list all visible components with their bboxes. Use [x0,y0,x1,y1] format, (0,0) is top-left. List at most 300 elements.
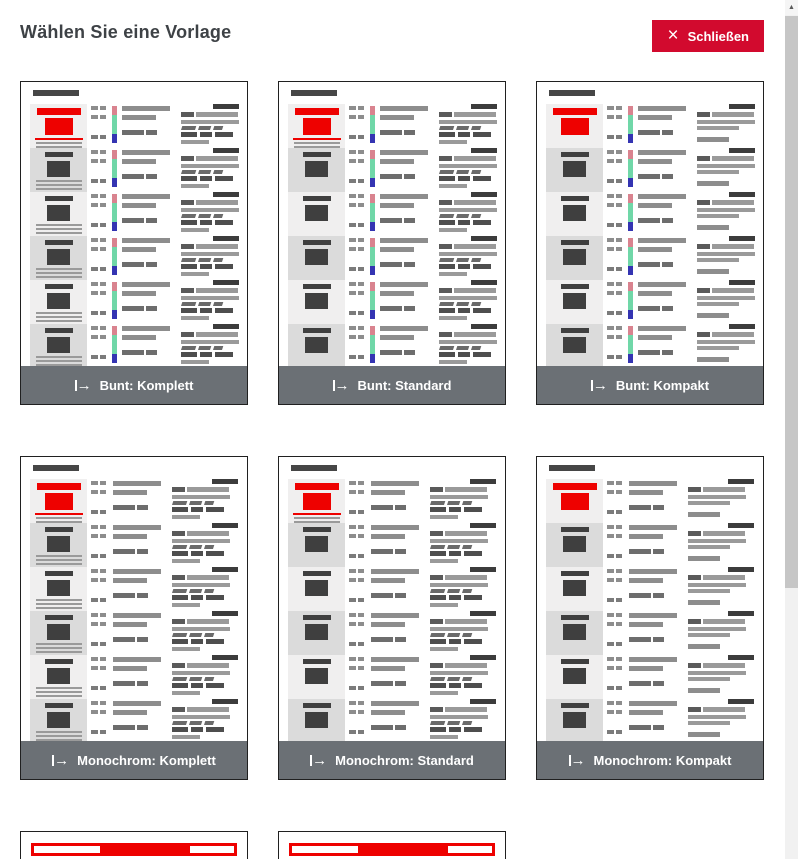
mock-bar [395,725,406,730]
mock-line [688,707,754,712]
mock-bar [629,681,651,686]
mock-time-col [349,701,366,741]
mock-bar [697,340,755,344]
mock-bar [122,218,144,223]
mock-bar [628,222,633,231]
mock-time-dashes [91,311,106,315]
mock-genre-strip [112,282,117,319]
template-card-bunt-standard[interactable] [278,81,506,405]
mock-bar [91,666,98,670]
mock-segment-line [181,352,239,357]
mock-bar [349,267,356,271]
mock-bar [561,240,589,245]
mock-bar [697,357,729,362]
mock-bar [349,326,356,330]
mock-dashes [113,681,165,686]
mock-line [697,200,755,205]
mock-time-dashes [349,223,364,227]
mock-bar [628,266,633,275]
mock-bar [473,352,491,357]
mock-image-placeholder [546,104,603,148]
mock-bar [607,490,614,494]
mock-image-placeholder [288,523,345,567]
mock-bar [616,481,622,485]
mock-line [172,663,238,668]
mock-bar [91,554,98,558]
page-title: Wählen Sie eine Vorlage [20,22,232,42]
mock-bar [293,513,341,515]
mock-row [288,236,496,280]
mock-bar [638,247,672,252]
mock-bar [462,501,472,505]
mock-bar [561,659,589,664]
mock-italic-line [172,545,239,549]
mock-button-bar [728,567,754,572]
mock-image-placeholder [30,567,87,611]
mock-bar [91,569,98,573]
mock-time-col [349,569,366,611]
mock-time-dashes [349,598,364,602]
template-card-monochrom-komplett[interactable] [20,456,248,780]
mock-program-col [122,194,174,236]
mock-bar [303,571,331,576]
mock-bar [100,657,106,661]
mock-bar [563,161,586,177]
mock-bar [662,306,673,311]
mock-bar [181,140,209,144]
mock-bar [206,507,224,512]
mock-bar [616,326,622,330]
mock-bar [100,598,106,602]
mock-bar [370,282,375,291]
mock-bar [638,159,672,164]
mock-bar [172,671,230,675]
mock-bar [464,639,482,644]
mock-bar [349,247,356,251]
mock-desc-col [688,655,754,699]
mock-bar [430,589,445,593]
mock-bar [349,554,356,558]
mock-bar [91,326,98,330]
mock-bar [204,677,214,681]
mock-bar [172,647,200,651]
apply-arrow-icon: → [312,751,328,769]
mock-time-dashes [607,135,622,139]
template-card-bunt-kompakt[interactable] [536,81,764,405]
mock-desc-lines [172,531,238,563]
mock-time-dashes [607,622,622,626]
mock-bar [607,135,614,139]
mock-bar [189,589,202,593]
mock-time-col [91,569,108,611]
mock-desc-lines [697,112,755,142]
mock-bar [112,291,117,310]
mock-time-col [607,525,624,567]
mock-program-col [629,481,681,523]
mock-bar [629,578,663,583]
mock-bar [449,683,461,688]
mock-time-col [349,106,366,148]
mock-bar [616,159,622,163]
mock-bar [439,140,467,144]
scrollbar[interactable] [785,0,798,859]
mock-time-col [91,194,108,236]
mock-bar [688,539,746,543]
mock-bar [447,501,460,505]
mock-dashes [629,593,681,598]
mock-bar [305,536,328,552]
mock-desc-lines [688,707,754,737]
mock-bar [122,115,156,120]
mock-time-dashes [91,701,106,705]
mock-bar [100,311,106,315]
mock-row [30,280,238,324]
mock-bar [349,238,356,242]
mock-bar [607,598,614,602]
mock-program-col [113,525,165,567]
mock-line [688,663,754,668]
mock-bar [662,218,673,223]
mock-time-dashes [607,223,622,227]
mock-bar [45,196,73,201]
mock-bar [638,306,660,311]
scrollbar-thumb[interactable] [785,16,798,588]
mock-time-dashes [607,490,622,494]
mock-bar [358,525,364,529]
mock-bar [607,159,614,163]
mock-image-placeholder [288,324,345,366]
mock-program-col [371,569,423,611]
mock-desc-lines [181,288,239,320]
mock-time-dashes [91,490,106,494]
mock-bar [439,112,452,117]
mock-image-placeholder [546,523,603,567]
mock-time-dashes [91,642,106,646]
mock-bar [712,244,754,249]
mock-desc-col [697,148,755,192]
mock-bar [36,563,82,565]
mock-bar [563,293,586,309]
mock-bar [113,525,161,530]
mock-bar [215,308,233,313]
mock-bar [430,603,458,607]
mock-genre-strip [628,150,633,187]
mock-button-bar [470,611,496,616]
mock-bar [607,534,614,538]
mock-bar [181,264,197,269]
mock-desc-col [697,236,755,280]
mock-segment-line [439,308,497,313]
mock-segment-line [172,595,238,600]
mock-bar [464,595,482,600]
mock-line [439,200,497,205]
mock-desc-lines [181,156,239,188]
mock-bar [439,120,497,124]
mock-dashes [371,593,423,598]
mock-bar [204,545,214,549]
mock-desc-lines [697,244,755,274]
mock-button-bar [471,324,497,329]
mock-bar [91,657,98,661]
mock-bar [200,220,212,225]
mock-time-col [91,613,108,655]
template-card-red-header-2[interactable] [278,831,506,859]
mock-bar [628,310,633,319]
mock-bar [454,332,496,337]
mock-dashes [371,549,423,554]
mock-bar [358,203,364,207]
mock-bar [113,481,161,486]
mock-red-banner [289,843,495,856]
mock-bar [561,703,589,708]
mock-time-dashes [607,686,622,690]
mock-desc-col [181,192,239,236]
mock-bar [454,112,496,117]
mock-bar [122,238,170,243]
mock-bar [628,115,633,134]
mock-bar [688,663,701,668]
mock-program-col [638,282,690,324]
mock-time-col [91,150,108,192]
mock-italic-line [430,721,497,725]
mock-bar [616,642,622,646]
mock-bar [112,134,117,143]
mock-time-dashes [349,701,364,705]
mock-bar [688,707,701,712]
mock-bar [638,194,686,199]
mock-time-col [607,150,624,192]
mock-bar [445,663,487,668]
mock-program-col [629,525,681,567]
mock-bar [370,159,375,178]
mock-button-bar [212,479,238,484]
mock-bar [172,735,200,739]
mock-bar [112,194,117,203]
mock-bar [36,735,82,737]
mock-row [288,280,496,324]
scroll-up-icon[interactable]: ▲ [785,0,798,15]
mock-time-col [91,525,108,567]
mock-bar [430,707,443,712]
mock-bar [181,156,194,161]
mock-bar [91,525,98,529]
mock-desc-col [688,699,754,741]
mock-bar [303,118,331,135]
mock-segment-line [172,551,238,556]
mock-row [546,324,754,366]
mock-bar [662,174,673,179]
mock-line [430,487,496,492]
mock-genre-strip [628,326,633,363]
mock-desc-lines [439,244,497,276]
template-card-monochrom-kompakt[interactable] [536,456,764,780]
mock-bar [439,252,497,256]
mock-bar [395,681,406,686]
mock-bar [181,258,196,262]
mock-desc-lines [181,332,239,364]
mock-desc-lines [430,531,496,563]
mock-bar [616,622,622,626]
mock-bar [688,627,746,631]
mock-bar [563,580,586,596]
mock-bar [358,613,364,617]
mock-dashes [113,549,165,554]
mock-bar [181,214,196,218]
mock-desc-col [697,280,755,324]
mock-row [288,324,496,366]
mock-button-bar [728,655,754,660]
mock-bar [198,214,211,218]
mock-desc-col [688,611,754,655]
mock-button-bar [212,611,238,616]
mock-bar [122,326,170,331]
mock-bar [206,551,224,556]
mock-bar [172,721,187,725]
mock-bar [439,244,452,249]
mock-bar [36,559,82,561]
template-card-bunt-komplett[interactable] [20,81,248,405]
mock-bar [638,262,660,267]
mock-bar [629,549,651,554]
mock-bar [172,539,230,543]
mock-bar [305,668,328,684]
mock-image-placeholder [30,699,87,741]
mock-bar [629,657,677,662]
mock-bar [464,551,482,556]
mock-desc-col [439,192,497,236]
mock-time-dashes [607,267,622,271]
mock-program-col [122,106,174,148]
mock-dashes [113,637,165,642]
mock-bar [439,316,467,320]
mock-line [697,288,755,293]
mock-bar [45,703,73,708]
mock-time-dashes [91,554,106,558]
mock-time-col [91,481,108,523]
mock-bar [607,578,614,582]
template-card-monochrom-standard[interactable] [278,456,506,780]
mock-bar [200,176,212,181]
mock-image-placeholder [288,655,345,699]
mock-bar [33,465,79,471]
mock-time-dashes [349,311,364,315]
mock-bar [370,134,375,143]
mock-time-dashes [607,106,622,110]
template-preview [279,457,505,741]
mock-dashes [380,306,432,311]
mock-dashes [638,262,690,267]
mock-bar [629,505,651,510]
mock-bar [464,727,482,732]
mock-bar [303,196,331,201]
mock-bar [653,681,664,686]
mock-bar [204,633,214,637]
mock-bar [198,258,211,262]
mock-row [288,567,496,611]
mock-bar [112,266,117,275]
mock-bar [113,549,135,554]
mock-row [30,324,238,366]
mock-bar [91,282,98,286]
mock-bar [688,556,720,561]
mock-time-dashes [91,525,106,529]
mock-time-col [91,238,108,280]
mock-time-dashes [607,238,622,242]
mock-desc-lines [172,663,238,695]
mock-bar [371,549,393,554]
close-button[interactable] [652,20,764,52]
mock-time-dashes [349,666,364,670]
mock-desc-col [172,699,238,741]
mock-bar [628,194,633,203]
mock-time-dashes [349,150,364,154]
mock-bar [91,355,98,359]
mock-dashes [122,218,174,223]
mock-bar [91,311,98,315]
mock-time-dashes [607,598,622,602]
mock-bar [100,686,106,690]
mock-button-bar [213,104,239,109]
mock-bar [688,644,720,649]
mock-bar [380,218,402,223]
mock-line [181,112,239,117]
mock-bar [371,490,405,495]
mock-bar [358,291,364,295]
mock-time-dashes [349,326,364,330]
mock-bar [36,184,82,186]
mock-bar [653,637,664,642]
mock-program-col [371,613,423,655]
mock-bar [697,302,739,306]
mock-bar [697,269,729,274]
mock-dashes [122,130,174,135]
template-card-red-header-1[interactable] [20,831,248,859]
mock-dashes [638,130,690,135]
mock-bar [137,681,148,686]
template-preview [21,832,247,859]
mock-bar [430,677,445,681]
mock-bar [36,687,82,689]
mock-desc-col [181,104,239,148]
mock-bar [349,525,356,529]
mock-row [546,192,754,236]
mock-bar [91,267,98,271]
mock-bar [430,639,446,644]
mock-bar [712,200,754,205]
mock-bar [181,208,239,212]
mock-bar [122,150,170,155]
mock-time-dashes [607,247,622,251]
mock-bar [370,335,375,354]
mock-image-placeholder [546,280,603,324]
mock-bar [303,240,331,245]
mock-bar [196,332,238,337]
mock-bar [430,671,488,675]
mock-desc-lines [688,531,754,561]
mock-bar [91,135,98,139]
mock-bar [616,525,622,529]
mock-bar [653,725,664,730]
mock-bar [371,710,405,715]
mock-bar [638,282,686,287]
mock-bar [607,282,614,286]
mock-desc-col [430,611,496,655]
mock-bar [113,534,147,539]
mock-bar [616,335,622,339]
mock-bar [358,106,364,110]
mock-bar [395,593,406,598]
template-grid [20,81,764,859]
